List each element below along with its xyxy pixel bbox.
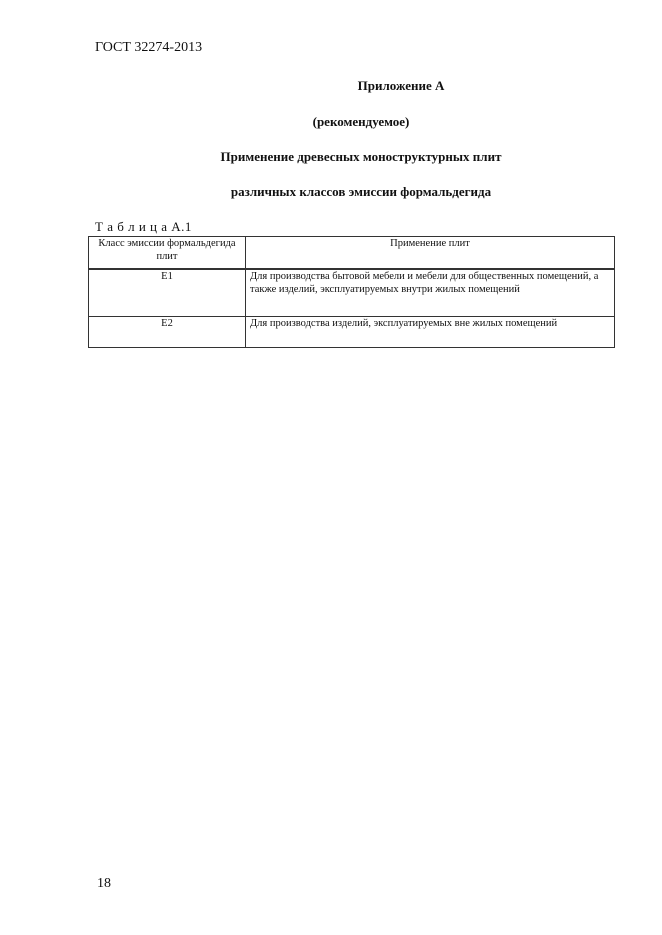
cell-class: E1: [89, 269, 246, 317]
appendix-title: Приложение А: [357, 78, 445, 93]
table-row: [89, 269, 615, 317]
appendix-status: (рекомендуемое): [312, 114, 410, 129]
cell-usage: Для производства изделий, эксплуатируемых вне жилых помещений: [246, 317, 615, 348]
page-number: 18: [97, 876, 111, 891]
table-header-row: [89, 237, 615, 270]
table-caption: Т а б л и ц а А.1: [95, 219, 192, 234]
cell-class: E2: [89, 317, 246, 348]
appendix-heading-line-1: Применение древесных моноструктурных плит: [220, 149, 502, 164]
column-header-usage: Применение плит: [246, 237, 615, 270]
cell-usage: Для производства бытовой мебели и мебели для общественных помещений, а также изделий, эксплуатируемых внутри жилых помещений: [246, 269, 615, 317]
emission-class-table: [88, 236, 615, 348]
table-row: [89, 317, 615, 348]
document-code: ГОСТ 32274-2013: [95, 40, 203, 55]
appendix-heading-line-2: различных классов эмиссии формальдегида: [230, 184, 492, 199]
column-header-class: Класс эмиссии формальдегида плит: [89, 237, 246, 270]
